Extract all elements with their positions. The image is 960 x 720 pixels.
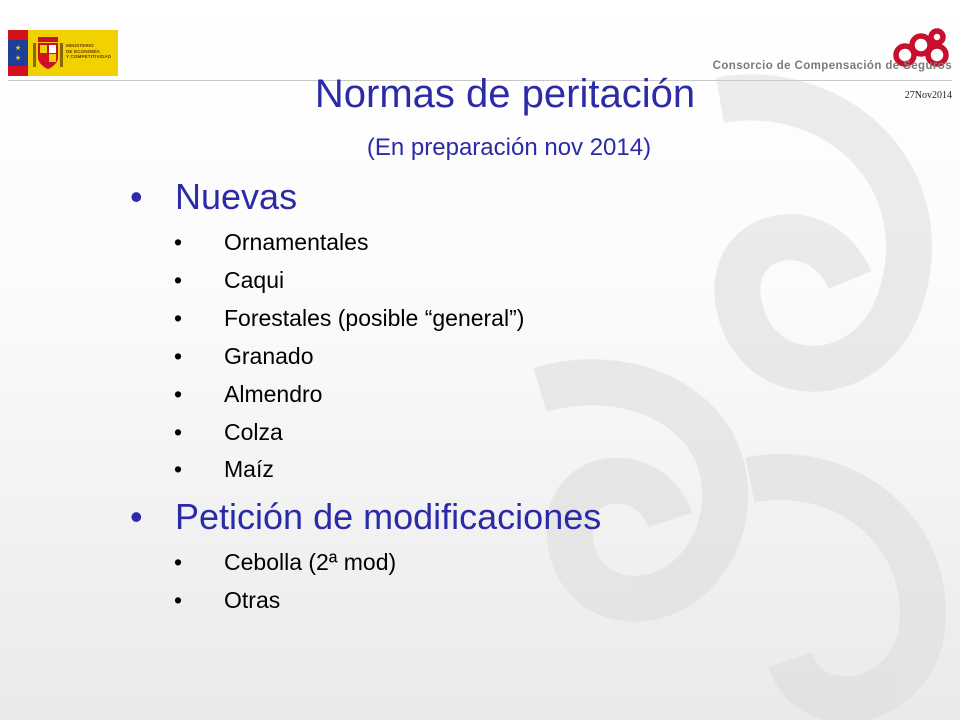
slide-title: Normas de peritación xyxy=(314,72,696,116)
bullet-icon: • xyxy=(130,496,143,537)
list-item-label: Colza xyxy=(224,419,283,445)
bullet-icon: • xyxy=(174,305,183,331)
list-item-label: Cebolla (2ª mod) xyxy=(224,549,397,575)
svg-text:★: ★ xyxy=(14,44,22,52)
bullet-icon: • xyxy=(174,456,183,482)
list-item-label: Caqui xyxy=(224,267,285,293)
list-item-label: Almendro xyxy=(224,381,323,407)
list-item-label: Maíz xyxy=(224,456,274,482)
bullet-icon: • xyxy=(174,419,183,445)
bullet-icon: • xyxy=(174,343,183,369)
bullet-icon: • xyxy=(174,229,183,255)
ministry-line-2: DE ECONOMÍA xyxy=(66,48,101,54)
bullet-icon: • xyxy=(174,267,183,293)
list-item-label: Otras xyxy=(224,587,281,613)
section-heading-label: Petición de modificaciones xyxy=(175,496,602,537)
list-item-label: Ornamentales xyxy=(224,229,369,255)
section-heading-label: Nuevas xyxy=(175,176,298,217)
slide-subtitle: (En preparación nov 2014) xyxy=(366,134,652,161)
date-label: 27Nov2014 xyxy=(904,90,952,101)
list-item-label: Granado xyxy=(224,343,314,369)
svg-text:★: ★ xyxy=(14,54,22,62)
ministry-line-1: MINISTERIO xyxy=(66,43,94,48)
bullet-icon: • xyxy=(130,176,143,217)
ccs-name: Consorcio de Compensación de Seguros xyxy=(712,60,952,72)
ministry-line-3: Y COMPETITIVIDAD xyxy=(66,54,112,59)
bullet-icon: • xyxy=(174,587,183,613)
bullet-icon: • xyxy=(174,549,183,575)
list-item-label: Forestales (posible “general”) xyxy=(224,305,525,331)
bullet-icon: • xyxy=(174,381,183,407)
